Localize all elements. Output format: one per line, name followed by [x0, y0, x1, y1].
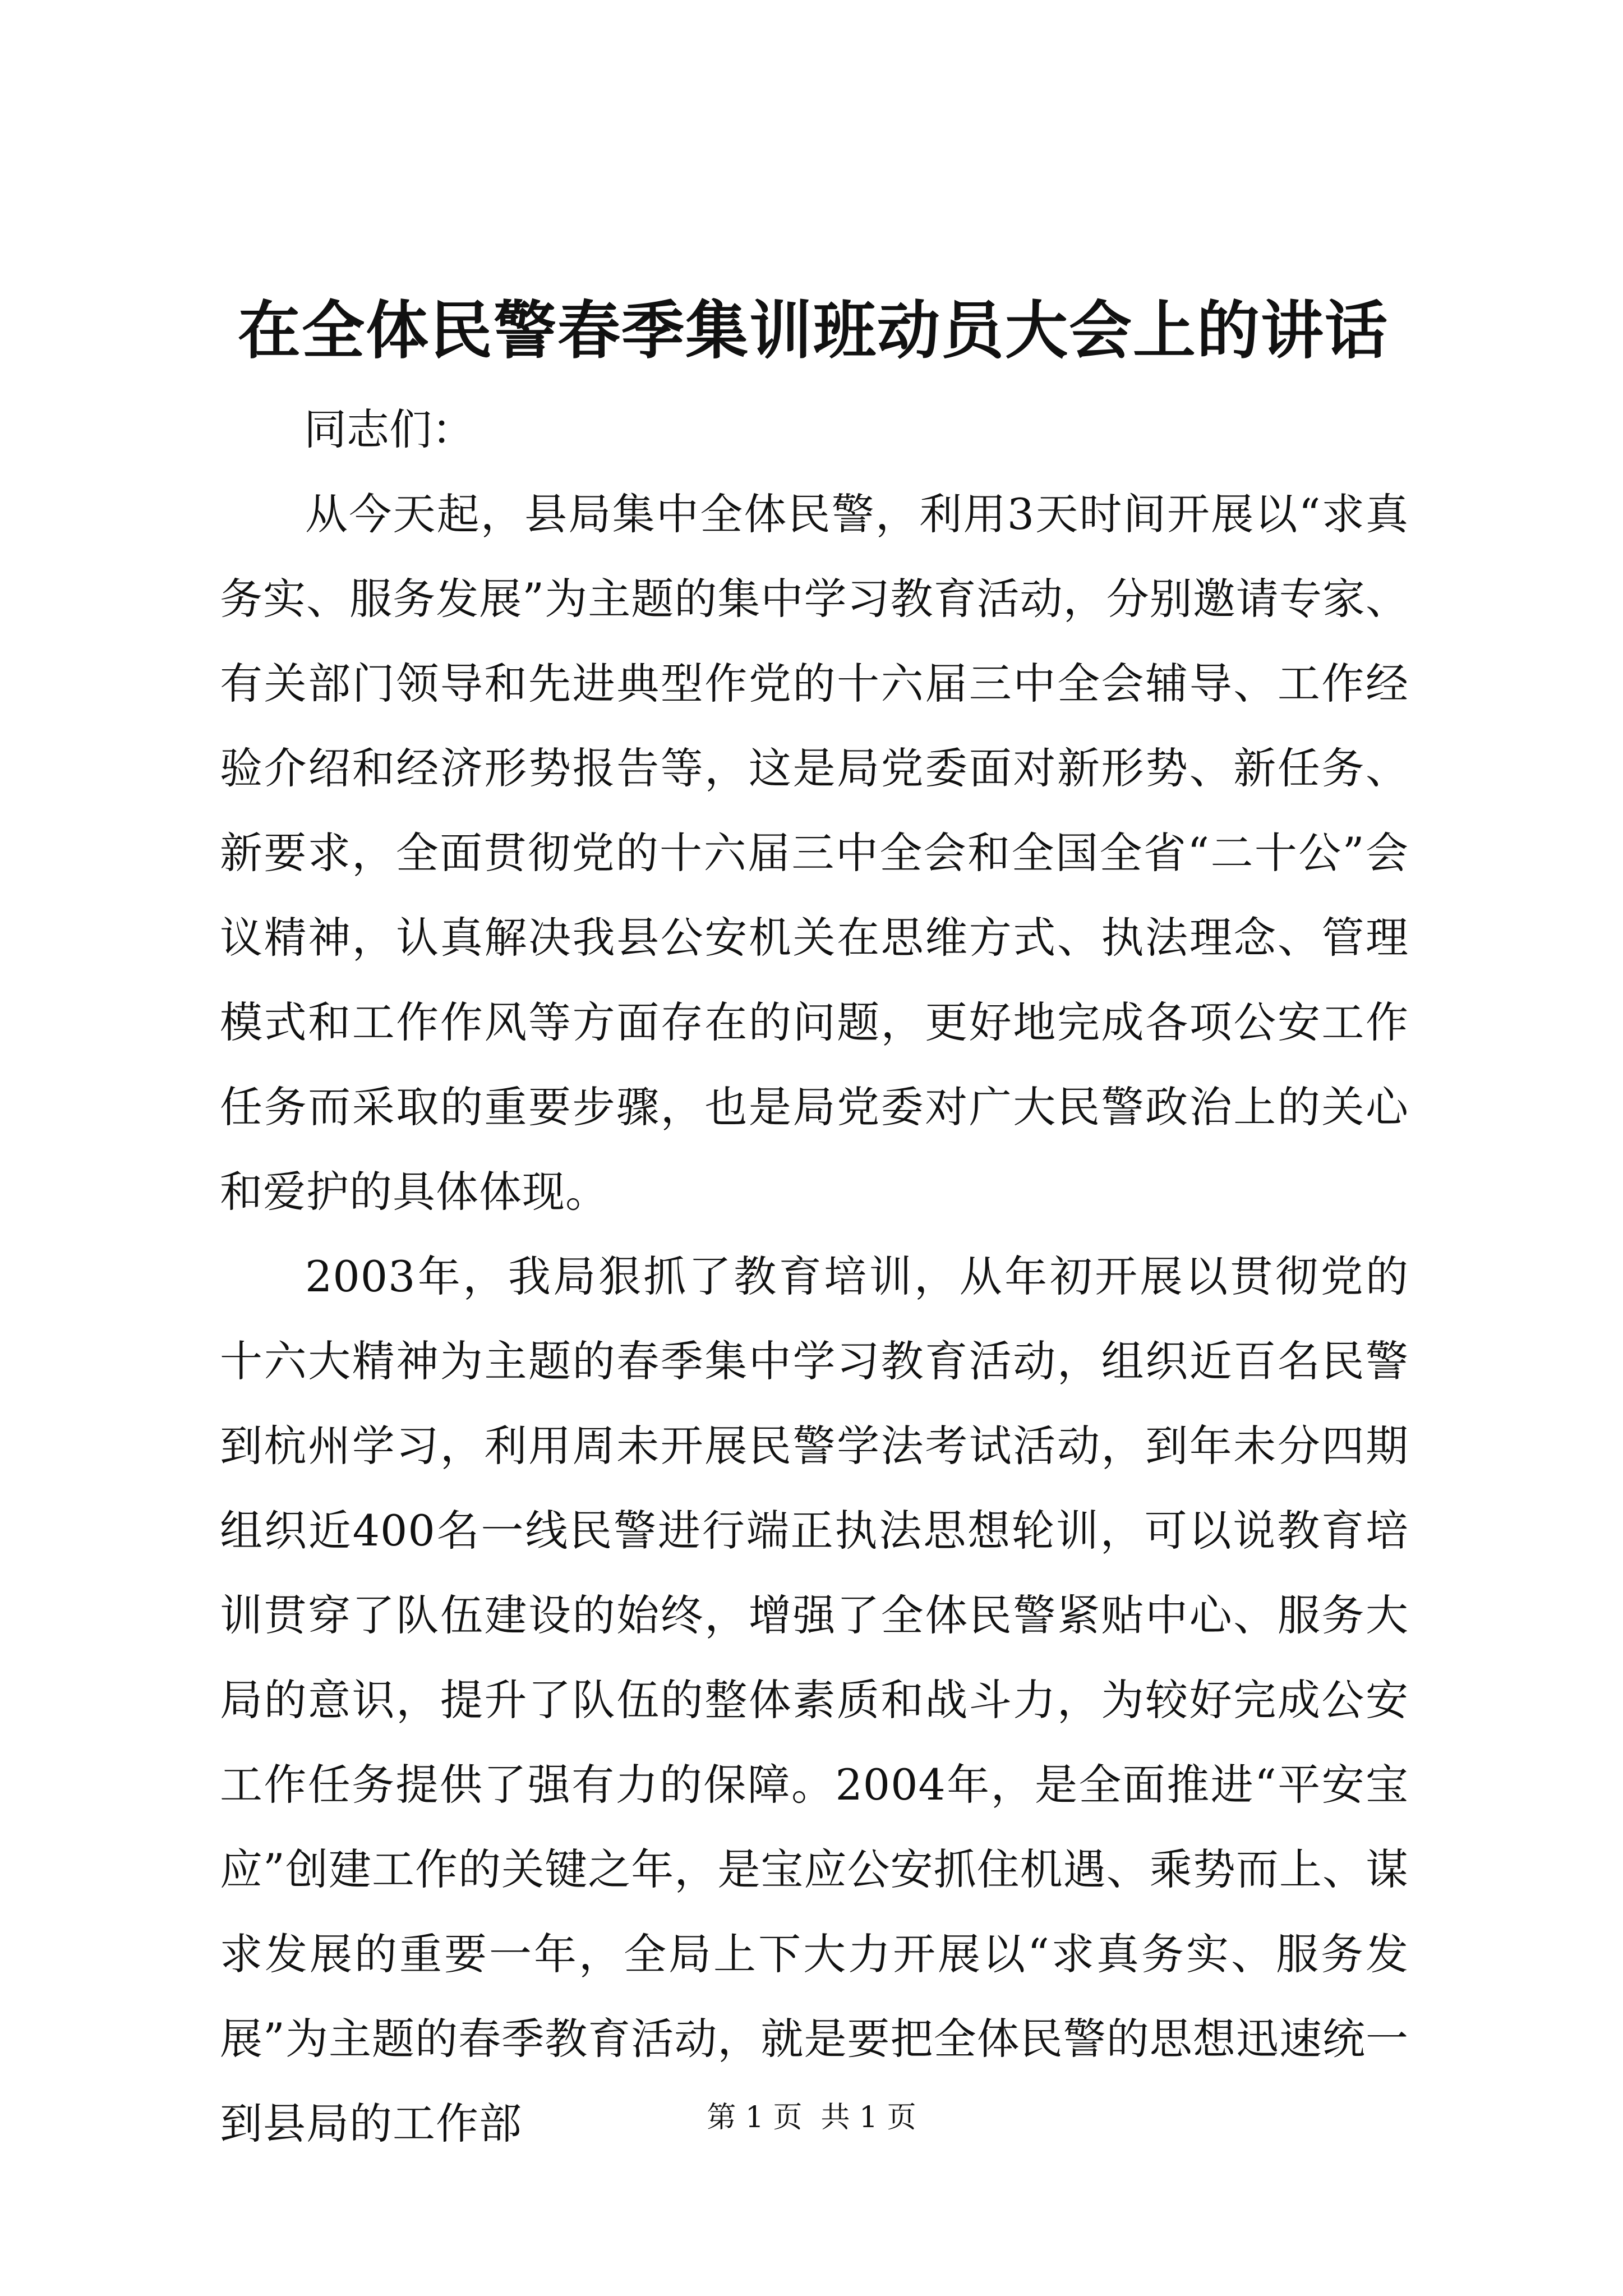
page-number: 第 1 页 共 1 页 [707, 2101, 916, 2134]
paragraph-1: 从今天起，县局集中全体民警，利用3天时间开展以“求真务实、服务发展”为主题的集中学习教育活动，分别邀请专家、有关部门领导和先进典型作党的十六届三中全会辅导、工作经验介绍和经济形势报告等，这是局党委面对新形势、新任务、新要求，全面贯彻党的十六届三中全会和全国全省“二十公”会议精神，认真解决我县公安机关在思维方式、执法理念、管理模式和工作作风等方面存在的问题，更好地完成各项公安工作任务而采取的重要步骤，也是局党委对广大民警政治上的关心和爱护的具体体现。 [220, 489, 1409, 1217]
greeting-line: 同志们： [304, 404, 474, 454]
document-body [220, 387, 1409, 2166]
document-title: 在全体民警春季集训班动员大会上的讲话 [238, 294, 1389, 367]
page-footer [0, 2098, 1623, 2137]
paragraph-2: 2003年，我局狠抓了教育培训，从年初开展以贯彻党的十六大精神为主题的春季集中学习教育活动，组织近百名民警到杭州学习，利用周未开展民警学法考试活动，到年未分四期组织近400名一线民警进行端正执法思想轮训，可以说教育培训贯穿了队伍建设的始终，增强了全体民警紧贴中心、服务大局的意识，提升了队伍的整体素质和战斗力，为较好完成公安工作任务提供了强有力的保障。2004年，是全面推进“平安宝应”创建工作的关键之年，是宝应公安抓住机遇、乘势而上、谋求发展的重要一年，全局上下大力开展以“求真务实、服务发展”为主题的春季教育活动，就是要把全体民警的思想迅速统一到县局的工作部 [220, 1251, 1409, 2148]
